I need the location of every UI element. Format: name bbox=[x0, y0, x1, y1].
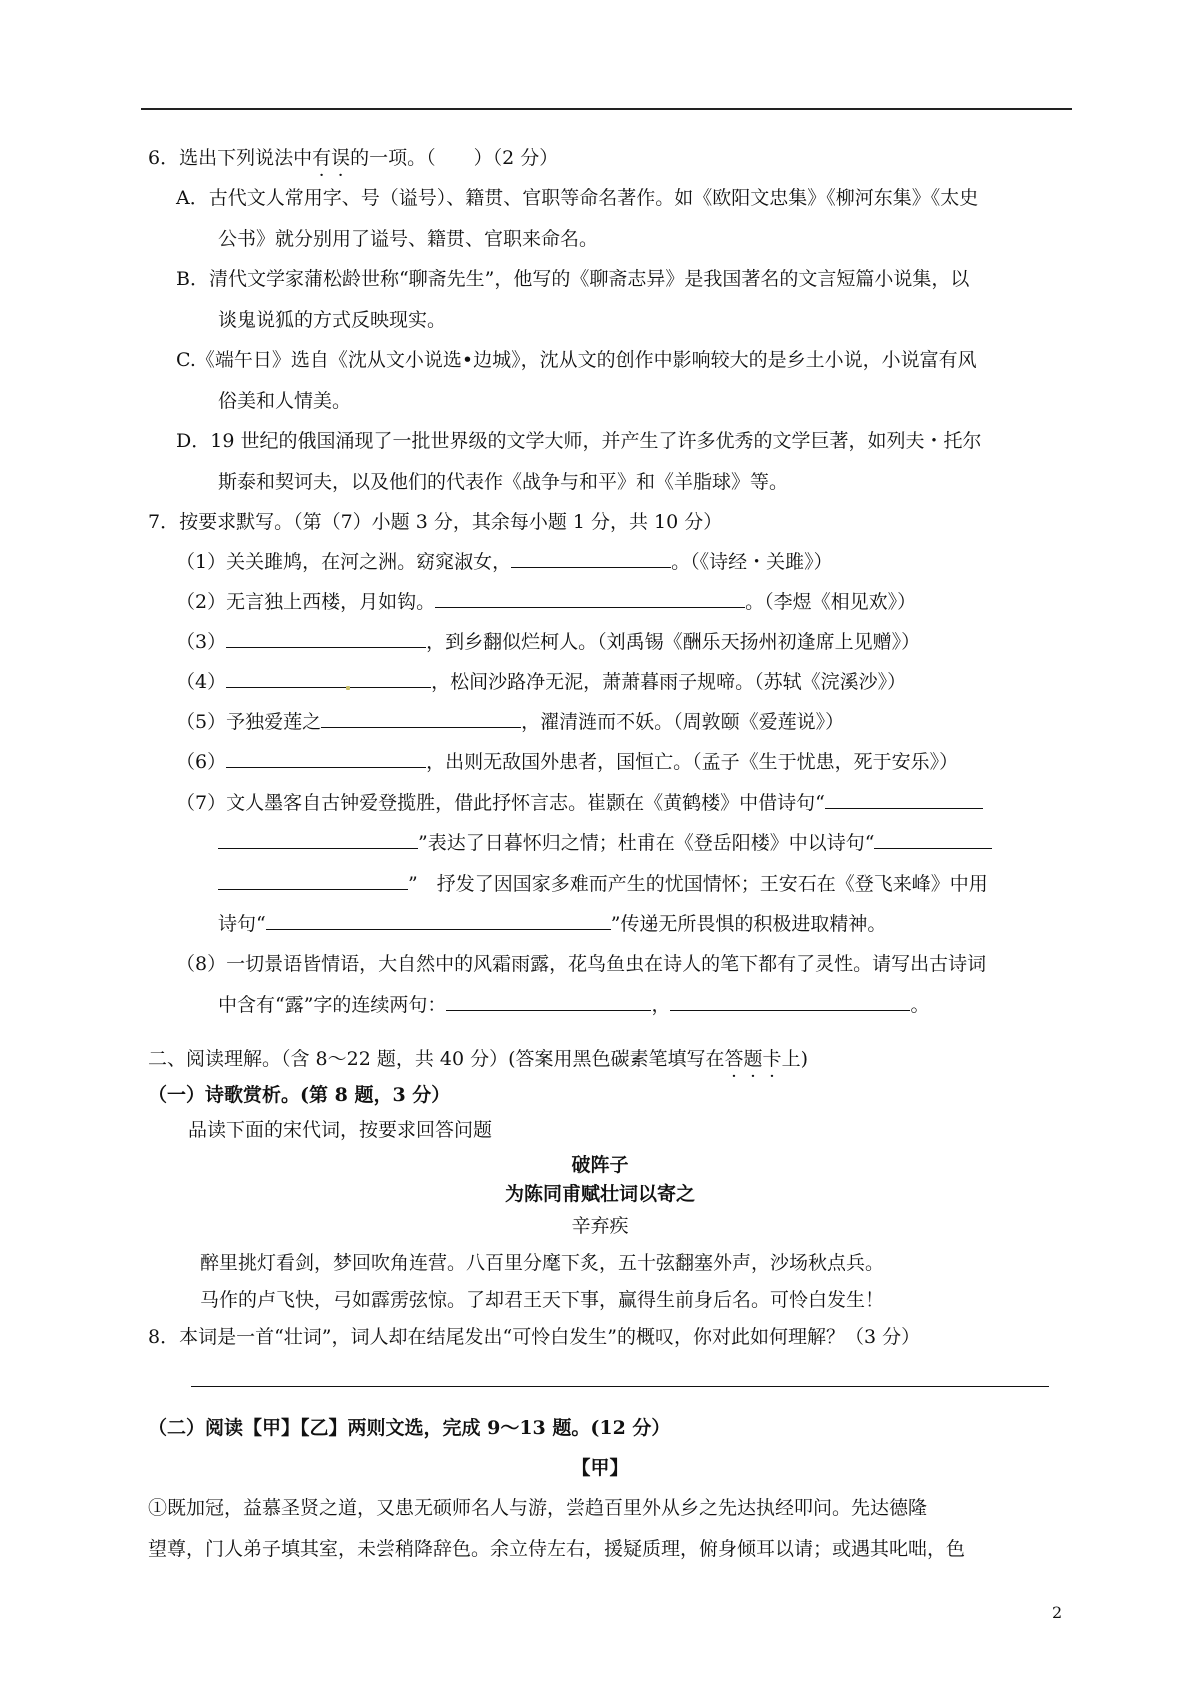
q8-stem: 8．本词是一首“壮词”，词人却在结尾发出“可怜白发生”的概叹，你对此如何理解？（3 分） bbox=[148, 1326, 921, 1348]
answer-blank[interactable] bbox=[266, 911, 611, 930]
section2-heading: 二、阅读理解。（含 8～22 题，共 40 分）(答案用黑色碳素笔填写在答题卡上) bbox=[148, 1048, 808, 1070]
jia-label: 【甲】 bbox=[571, 1457, 629, 1479]
q6-option-a-cont: 公书》就分别用了谥号、籍贯、官职来命名。 bbox=[218, 228, 599, 250]
q7-item-7: （7）文人墨客自古钟爱登揽胜，借此抒怀言志。崔颢在《黄鹤楼》中借诗句“ bbox=[176, 790, 983, 816]
q7-item-8: （8）一切景语皆情语，大自然中的风霜雨露，花鸟鱼虫在诗人的笔下都有了灵性。请写出古诗词 bbox=[176, 953, 987, 975]
q6-option-b: B．清代文学家蒲松龄世称“聊斋先生”，他写的《聊斋志异》是我国著名的文言短篇小说集，以 bbox=[176, 268, 970, 290]
part1-intro: 品读下面的宋代词，按要求回答问题 bbox=[188, 1119, 493, 1141]
q7-stem: 7．按要求默写。（第（7）小题 3 分，其余每小题 1 分，共 10 分） bbox=[148, 511, 723, 533]
answer-blank[interactable] bbox=[825, 790, 983, 809]
q7-item-7-line2: ”表达了日暮怀归之情；杜甫在《登岳阳楼》中以诗句“ bbox=[218, 830, 992, 856]
q7-item-8-line2: 中含有“露”字的连续两句： ， 。 bbox=[218, 994, 930, 1016]
q7-item-2: （2）无言独上西楼，月如钩。 。（李煜《相见欢》） bbox=[176, 591, 917, 613]
answer-blank[interactable] bbox=[435, 589, 745, 608]
poem-line: 醉里挑灯看剑，梦回吹角连营。八百里分麾下炙，五十弦翻塞外声，沙场秋点兵。 bbox=[200, 1252, 885, 1274]
answer-line[interactable] bbox=[191, 1386, 1049, 1387]
q7-item-3: （3） ，到乡翻似烂柯人。（刘禹锡《酬乐天扬州初逢席上见赠》） bbox=[176, 631, 921, 653]
answer-blank[interactable] bbox=[218, 871, 408, 890]
answer-blank[interactable] bbox=[446, 992, 651, 1011]
jia-paragraph: ①既加冠，益慕圣贤之道，又患无硕师名人与游，尝趋百里外从乡之先达执经叩问。先达德隆 bbox=[148, 1497, 928, 1519]
page-number: 2 bbox=[1052, 1603, 1063, 1622]
answer-blank[interactable] bbox=[874, 830, 992, 849]
poem-subtitle: 为陈同甫赋壮词以寄之 bbox=[504, 1183, 695, 1205]
answer-blank[interactable] bbox=[218, 830, 418, 849]
q7-item-7-line3: ” 抒发了因国家多难而产生的忧国情怀；王安石在《登飞来峰》中用 bbox=[218, 871, 988, 897]
q7-item-1: （1）关关雎鸠，在河之洲。窈窕淑女， 。（《诗经・关雎》） bbox=[176, 551, 833, 573]
q7-item-4: （4） ，松间沙路净无泥，萧萧暮雨子规啼。（苏轼《浣溪沙》） bbox=[176, 671, 907, 693]
part2-title: （二）阅读【甲】【乙】两则文选，完成 9～13 题。(12 分） bbox=[148, 1417, 671, 1439]
answer-blank[interactable] bbox=[226, 749, 426, 768]
q6-option-d: D．19 世纪的俄国涌现了一批世界级的文学大师，并产生了许多优秀的文学巨著，如列夫・托尔 bbox=[176, 430, 982, 452]
q7-item-7-line4: 诗句“ ”传递无所畏惧的积极进取精神。 bbox=[218, 913, 887, 935]
q7-item-6: （6） ，出则无敌国外患者，国恒亡。（孟子《生于忧患，死于安乐》） bbox=[176, 751, 959, 773]
q7-item-5: （5）予独爱莲之 ，濯清涟而不妖。（周敦颐《爱莲说》） bbox=[176, 711, 845, 733]
answer-blank[interactable] bbox=[226, 669, 431, 688]
header-rule bbox=[141, 108, 1072, 110]
answer-blank[interactable] bbox=[670, 992, 910, 1011]
q6-stem: 6．选出下列说法中有误的一项。（ ）（2 分） bbox=[148, 147, 559, 169]
poem-line: 马作的卢飞快，弓如霹雳弦惊。了却君王天下事，赢得生前身后名。可怜白发生！ bbox=[200, 1289, 885, 1311]
q6-option-d-cont: 斯泰和契诃夫，以及他们的代表作《战争与和平》和《羊脂球》等。 bbox=[218, 471, 789, 493]
poem-author: 辛弃疾 bbox=[571, 1215, 629, 1237]
part1-title: （一）诗歌赏析。(第 8 题，3 分） bbox=[148, 1084, 451, 1106]
q6-option-c-cont: 俗美和人情美。 bbox=[218, 390, 352, 412]
q6-option-c: C.《端午日》选自《沈从文小说选•边城》，沈从文的创作中影响较大的是乡土小说，小说富有风 bbox=[176, 349, 977, 371]
q6-option-a: A．古代文人常用字、号（谥号）、籍贯、官职等命名著作。如《欧阳文忠集》《柳河东集》《太史 bbox=[176, 187, 979, 209]
jia-paragraph-cont: 望尊，门人弟子填其室，未尝稍降辞色。余立侍左右，援疑质理，俯身倾耳以请；或遇其叱咄，色 bbox=[148, 1538, 966, 1560]
answer-blank[interactable] bbox=[226, 629, 426, 648]
poem-title: 破阵子 bbox=[571, 1154, 629, 1176]
answer-blank[interactable] bbox=[321, 709, 521, 728]
scan-speck bbox=[346, 686, 350, 690]
q6-option-b-cont: 谈鬼说狐的方式反映现实。 bbox=[218, 309, 447, 331]
answer-blank[interactable] bbox=[511, 549, 671, 568]
